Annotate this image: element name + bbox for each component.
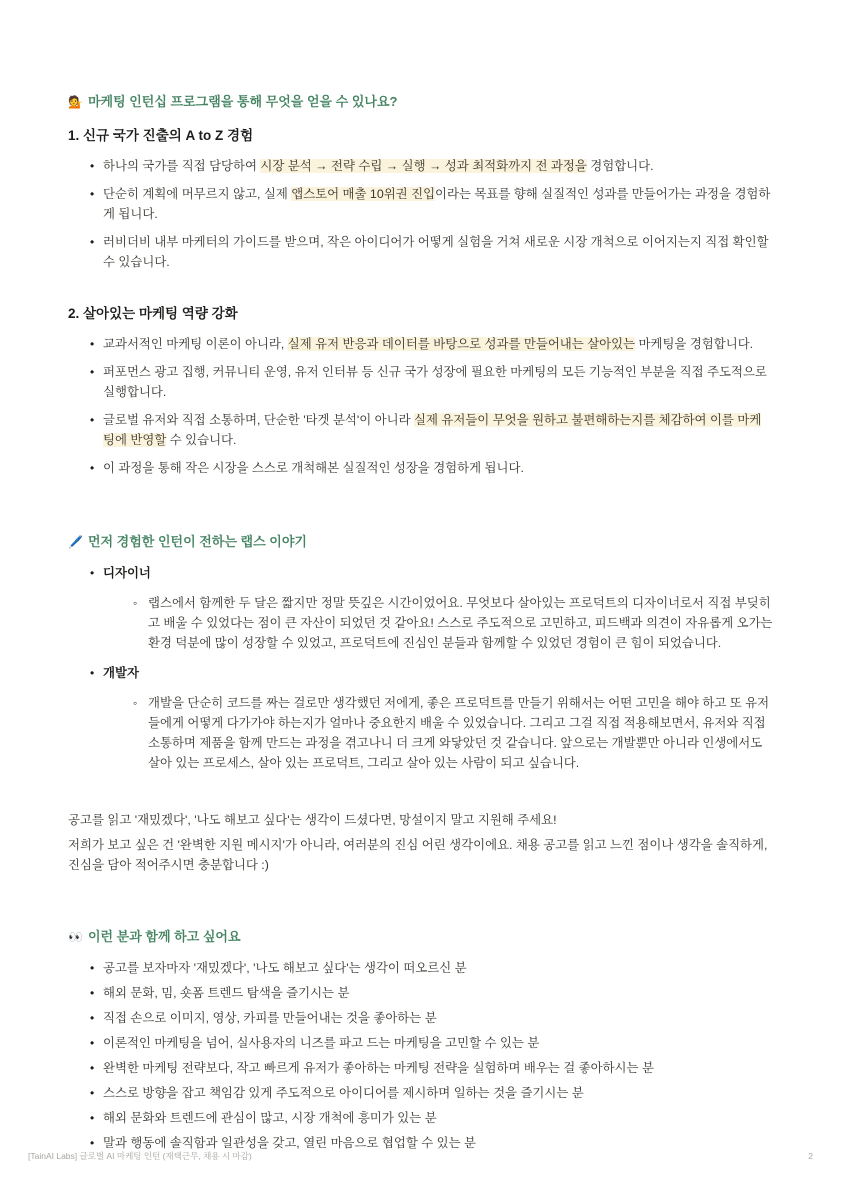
benefits-list-1 xyxy=(68,156,773,272)
bullet-icon xyxy=(90,1058,102,1078)
list-item-text: 스스로 방향을 잡고 책임감 있게 주도적으로 아이디어를 제시하며 일하는 것을 즐기시는 분 xyxy=(103,1086,584,1100)
story-item-designer xyxy=(90,563,773,653)
list-item-text: 공고를 보자마자 '재밌겠다', '나도 해보고 싶다'는 생각이 떠오르신 분 xyxy=(103,961,467,975)
bullet-icon xyxy=(90,410,102,430)
list-item xyxy=(90,983,773,1003)
list-item-text: 해외 문화, 밈, 숏폼 트렌드 탐색을 즐기시는 분 xyxy=(103,986,350,1000)
section-header-wanted xyxy=(68,927,773,947)
bullet-icon xyxy=(90,184,102,204)
story-list xyxy=(68,563,773,773)
list-item xyxy=(90,1133,773,1153)
developer-quote-list xyxy=(103,693,773,773)
list-item-text: 교과서적인 마케팅 이론이 아니라, 실제 유저 반응과 데이터를 바탕으로 성과를 만들어내는 살아있는 마케팅을 경험합니다. xyxy=(103,337,754,351)
bullet-icon xyxy=(90,232,102,252)
bullet-icon xyxy=(90,334,102,354)
developer-label: 개발자 xyxy=(103,666,139,680)
list-item xyxy=(90,184,773,224)
bullet-icon xyxy=(90,156,102,176)
bullet-icon xyxy=(90,1033,102,1053)
list-item xyxy=(90,156,773,176)
list-item xyxy=(90,958,773,978)
list-item-text: 러비더비 내부 마케터의 가이드를 받으며, 작은 아이디어가 어떻게 실험을 거쳐 새로운 시장 개척으로 이어지는지 직접 확인할 수 있습니다. xyxy=(103,235,769,269)
section-title-benefits: 마케팅 인턴십 프로그램을 통해 무엇을 얻을 수 있나요? xyxy=(87,94,398,109)
story-item-developer xyxy=(90,663,773,773)
person-tipping-hand-icon: 💁 xyxy=(68,95,83,109)
list-item-text: 직접 손으로 이미지, 영상, 카피를 만들어내는 것을 좋아하는 분 xyxy=(103,1011,437,1025)
highlighted-text: 앱스토어 매출 10위권 진입 xyxy=(291,187,436,201)
circle-bullet-icon xyxy=(133,593,145,613)
section-header-benefits xyxy=(68,92,773,112)
bullet-icon xyxy=(90,458,102,478)
bullet-icon xyxy=(90,563,102,583)
bullet-icon xyxy=(90,1108,102,1128)
designer-quote-list xyxy=(103,593,773,653)
document-content xyxy=(68,0,773,1158)
developer-quote xyxy=(133,693,773,773)
bullet-icon xyxy=(90,1133,102,1153)
section-title-intern-stories: 먼저 경험한 인턴이 전하는 랩스 이야기 xyxy=(87,534,307,549)
bullet-icon xyxy=(90,362,102,382)
designer-quote xyxy=(133,593,773,653)
list-item xyxy=(90,458,773,478)
list-item xyxy=(90,1008,773,1028)
bullet-icon xyxy=(90,663,102,683)
footer-doc-title: [TainAI Labs] 글로벌 AI 마케팅 인턴 (재택근무, 채용 시 마감) xyxy=(28,1151,252,1161)
bullet-icon xyxy=(90,1008,102,1028)
circle-bullet-icon xyxy=(133,693,145,713)
list-item xyxy=(90,1108,773,1128)
list-item-text: 단순히 계획에 머무르지 않고, 실제 앱스토어 매출 10위권 진입이라는 목표를 향해 실질적인 성과를 만들어가는 과정을 경험하게 됩니다. xyxy=(103,187,771,221)
list-item xyxy=(90,232,773,272)
footer-page-number: 2 xyxy=(808,1151,813,1161)
list-item-text: 말과 행동에 솔직함과 일관성을 갖고, 열린 마음으로 협업할 수 있는 분 xyxy=(103,1136,477,1150)
developer-quote-text: 개발을 단순히 코드를 짜는 걸로만 생각했던 저에게, 좋은 프로덕트를 만들기 위해서는 어떤 고민을 해야 하고 또 유저들에게 어떻게 다가가야 하는지가 얼마나 중요한지 배울 수 있었습니다. 그리고 그걸 직접 적용해보면서, 유저와 직접 소통하며 제품을 함께 만드는 과정을 겪고나니 더 크게 와닿았던 것 같습니다. 앞으로는 개발뿐만 아니라 인생에서도 살아 있는 프로세스, 살아 있는 프로덕트, 그리고 살아 있는 사람이 되고 싶습니다. xyxy=(148,696,770,770)
highlighted-text: 시장 분석 → 전략 수립 → 실행 → 성과 최적화까지 전 과정을 xyxy=(260,159,587,173)
highlighted-text: 실제 유저들이 무엇을 원하고 불편해하는지를 체감하여 이를 마케팅에 반영할 xyxy=(103,413,762,447)
outro-paragraph-2: 저희가 보고 싶은 건 '완벽한 지원 메시지'가 아니라, 여러분의 진심 어린 생각이에요. 채용 공고를 읽고 느낀 점이나 생각을 솔직하게, 진심을 담아 적어주시면 충분합니다 :) xyxy=(68,838,768,872)
list-item xyxy=(90,1083,773,1103)
list-item-text: 퍼포먼스 광고 집행, 커뮤니티 운영, 유저 인터뷰 등 신규 국가 성장에 필요한 마케팅의 모든 기능적인 부분을 직접 주도적으로 실행합니다. xyxy=(103,365,767,399)
list-item-text: 하나의 국가를 직접 담당하여 시장 분석 → 전략 수립 → 실행 → 성과 최적화까지 전 과정을 경험합니다. xyxy=(103,159,654,173)
wanted-list xyxy=(68,958,773,1153)
list-item-text: 해외 문화와 트렌드에 관심이 많고, 시장 개척에 흥미가 있는 분 xyxy=(103,1111,437,1125)
section-header-intern-stories xyxy=(68,532,773,552)
list-item xyxy=(90,362,773,402)
heading-new-country-atoz: 1. 신규 국가 진출의 A to Z 경험 xyxy=(68,128,254,143)
list-item xyxy=(90,1033,773,1053)
outro-paragraph-1: 공고를 읽고 '재밌겠다', '나도 해보고 싶다'는 생각이 드셨다면, 망설이지 말고 지원해 주세요! xyxy=(68,813,557,827)
benefits-list-2 xyxy=(68,334,773,478)
bullet-icon xyxy=(90,958,102,978)
list-item xyxy=(90,334,773,354)
page-footer xyxy=(28,1151,813,1161)
bullet-icon xyxy=(90,1083,102,1103)
list-item xyxy=(90,1058,773,1078)
list-item-text: 완벽한 마케팅 전략보다, 작고 빠르게 유저가 좋아하는 마케팅 전략을 실험하며 배우는 걸 좋아하시는 분 xyxy=(103,1061,654,1075)
section-title-wanted: 이런 분과 함께 하고 싶어요 xyxy=(87,929,241,944)
highlighted-text: 실제 유저 반응과 데이터를 바탕으로 성과를 만들어내는 살아있는 xyxy=(287,337,636,351)
pen-icon: 🖊️ xyxy=(68,535,83,549)
list-item xyxy=(90,410,773,450)
list-item-text: 이 과정을 통해 작은 시장을 스스로 개척해본 실질적인 성장을 경험하게 됩니다. xyxy=(103,461,524,475)
designer-label: 디자이너 xyxy=(103,566,151,580)
list-item-text: 글로벌 유저와 직접 소통하며, 단순한 '타겟 분석'이 아니라 실제 유저들이 무엇을 원하고 불편해하는지를 체감하여 이를 마케팅에 반영할 수 있습니다. xyxy=(103,413,762,447)
eyes-icon: 👀 xyxy=(68,930,83,944)
designer-quote-text: 랩스에서 함께한 두 달은 짧지만 정말 뜻깊은 시간이었어요. 무엇보다 살아있는 프로덕트의 디자이너로서 직접 부딪히고 배울 수 있었다는 점이 큰 자산이 되었던 것 같아요! 스스로 주도적으로 고민하고, 피드백과 의견이 자유롭게 오가는 환경 덕분에 많이 성장할 수 있었고, 프로덕트에 진심인 분들과 함께할 수 있었던 경험이 큰 힘이 되었습니다. xyxy=(148,596,773,650)
list-item-text: 이론적인 마케팅을 넘어, 실사용자의 니즈를 파고 드는 마케팅을 고민할 수 있는 분 xyxy=(103,1036,540,1050)
bullet-icon xyxy=(90,983,102,1003)
heading-living-marketing: 2. 살아있는 마케팅 역량 강화 xyxy=(68,306,238,321)
